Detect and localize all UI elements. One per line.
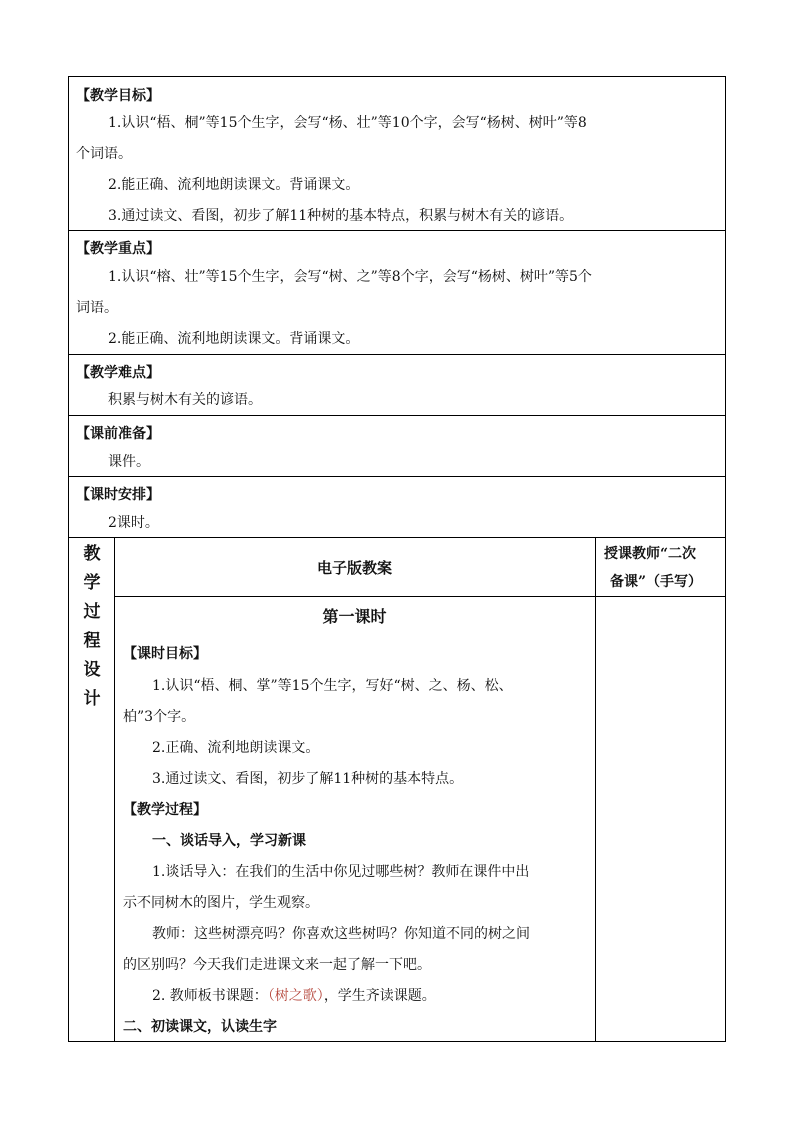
process-header-divider — [114, 596, 726, 597]
lesson-goal-1-cont: 柏”3个字。 — [123, 709, 196, 725]
step-1-paragraph-3 — [152, 987, 436, 1005]
teacher-notes-header-line-2: 备课”（手写） — [610, 574, 703, 590]
teacher-notes-header-line-1: 授课教师“二次 — [604, 546, 697, 562]
side-char: 设 — [83, 660, 101, 680]
step-1-heading: 一、谈话导入，学习新课 — [152, 833, 306, 849]
steps-heading: 【教学过程】 — [123, 802, 207, 818]
key-points-line-1: 1.认识“榕、壮”等15个生字，会写“树、之”等8个字，会写“杨树、树叶”等5个 — [108, 269, 592, 285]
row-divider — [68, 537, 726, 538]
goals-heading: 【教学目标】 — [76, 88, 160, 104]
step-2-heading: 二、初读课文，认读生字 — [123, 1019, 277, 1035]
difficulties-line-1: 积累与树木有关的谚语。 — [108, 392, 262, 408]
board-writing-prefix: 2. 教师板书课题： — [152, 988, 268, 1004]
lesson-goal-1: 1.认识“梧、桐、掌”等15个生字，写好“树、之、杨、松、 — [152, 678, 513, 694]
row-divider — [68, 354, 726, 355]
preparation-line-1: 课件。 — [108, 454, 150, 470]
side-char: 计 — [83, 689, 101, 709]
board-writing-suffix: ，学生齐读课题。 — [323, 988, 436, 1004]
key-points-line-1-cont: 词语。 — [76, 300, 118, 316]
goals-line-2: 2.能正确、流利地朗读课文。背诵课文。 — [108, 177, 360, 193]
row-divider — [68, 415, 726, 416]
goals-line-1-cont: 个词语。 — [76, 146, 132, 162]
step-1-paragraph-2-cont: 的区别吗？今天我们走进课文来一起了解一下吧。 — [123, 957, 431, 973]
col-divider — [595, 537, 596, 1042]
side-char: 过 — [83, 602, 101, 622]
key-points-heading: 【教学重点】 — [76, 241, 160, 257]
side-char: 程 — [83, 631, 101, 651]
step-1-paragraph-2: 教师：这些树漂亮吗？你喜欢这些树吗？你知道不同的树之间 — [152, 926, 530, 942]
electronic-plan-header: 电子版教案 — [316, 559, 392, 577]
step-1-paragraph-1: 1.谈话导入：在我们的生活中你见过哪些树？教师在课件中出 — [152, 864, 530, 880]
step-1-paragraph-1-cont: 示不同树木的图片，学生观察。 — [123, 895, 319, 911]
goals-line-1: 1.认识“梧、桐”等15个生字，会写“杨、壮”等10个字，会写“杨树、树叶”等8 — [108, 115, 587, 131]
lesson-title-quote: （树之歌） — [267, 988, 324, 1004]
row-divider — [68, 230, 726, 231]
difficulties-heading: 【教学难点】 — [76, 365, 160, 381]
process-side-label — [70, 540, 114, 714]
row-divider — [68, 476, 726, 477]
schedule-line-1: 2课时。 — [108, 515, 159, 531]
goals-line-3: 3.通过读文、看图，初步了解11种树的基本特点，积累与树木有关的谚语。 — [108, 208, 574, 224]
lesson-title: 第一课时 — [322, 607, 387, 626]
lesson-goal-2: 2.正确、流利地朗读课文。 — [152, 740, 320, 756]
lesson-goals-heading: 【课时目标】 — [123, 646, 207, 662]
side-char: 教 — [83, 544, 101, 564]
lesson-goal-3: 3.通过读文、看图，初步了解11种树的基本特点。 — [152, 771, 464, 787]
key-points-line-2: 2.能正确、流利地朗读课文。背诵课文。 — [108, 331, 360, 347]
side-char: 学 — [83, 573, 101, 593]
schedule-heading: 【课时安排】 — [76, 487, 160, 503]
preparation-heading: 【课前准备】 — [76, 426, 160, 442]
